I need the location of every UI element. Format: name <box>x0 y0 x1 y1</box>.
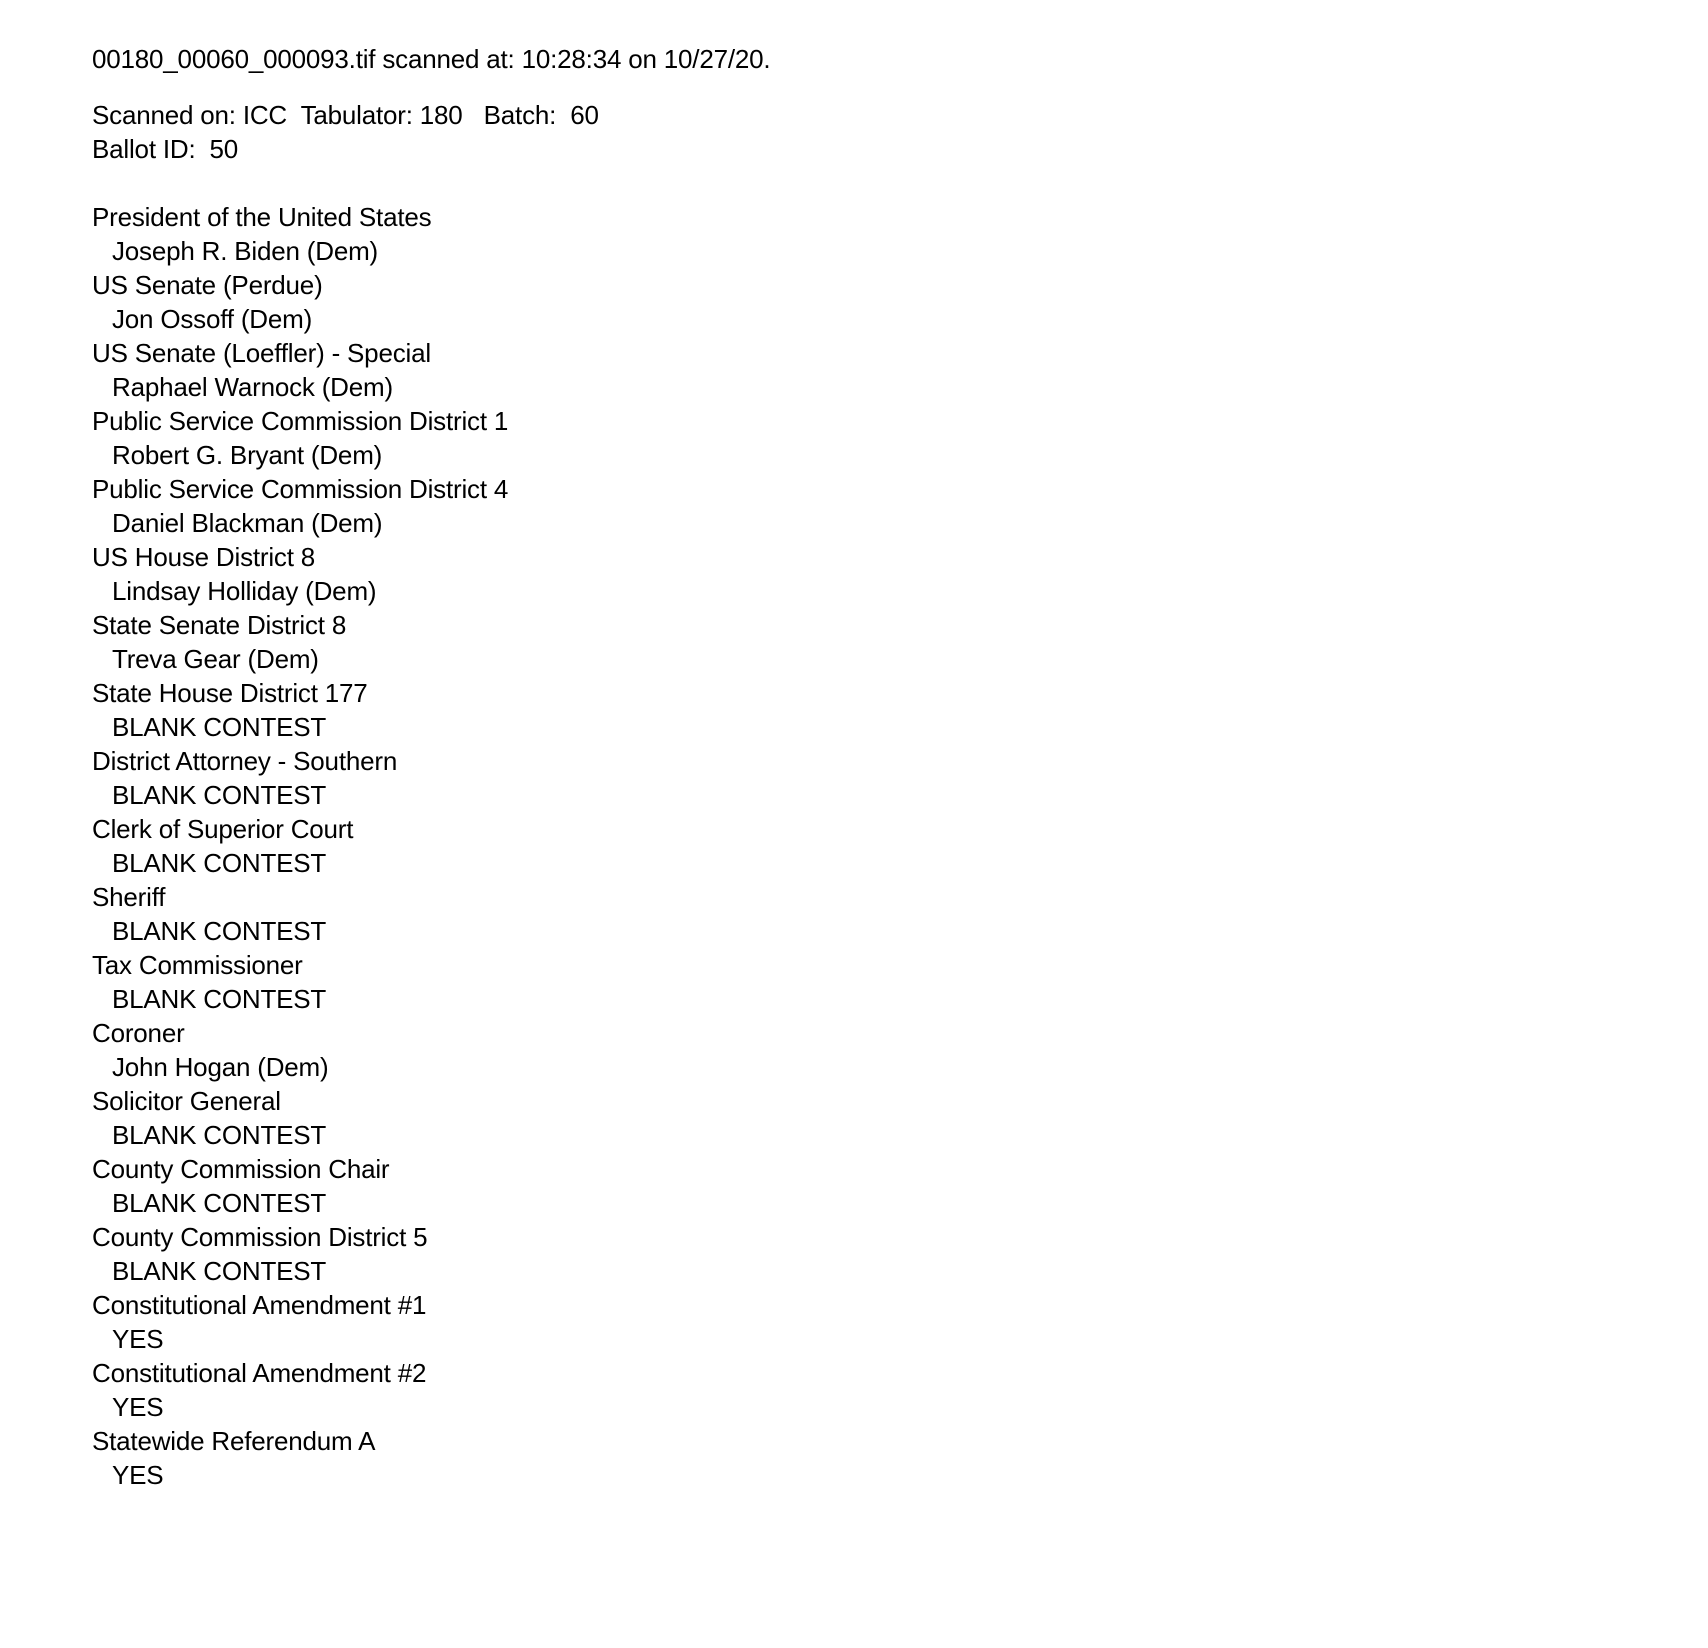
contest-selection: BLANK CONTEST <box>112 1188 327 1218</box>
contest-name: Constitutional Amendment #1 <box>92 1290 427 1320</box>
contest-selection: Raphael Warnock (Dem) <box>112 372 393 402</box>
contest-name: Public Service Commission District 1 <box>92 406 509 436</box>
contest-name: State House District 177 <box>92 678 368 708</box>
contest-row <box>92 948 1668 1016</box>
contest-selection: Treva Gear (Dem) <box>112 644 319 674</box>
contest-row <box>92 200 1668 268</box>
scan-info-line: Scanned on: ICC Tabulator: 180 Batch: 60 <box>92 100 599 130</box>
contest-row <box>92 404 1668 472</box>
contest-row <box>92 608 1668 676</box>
contest-row <box>92 1220 1668 1288</box>
contest-row <box>92 1152 1668 1220</box>
contest-selection: Daniel Blackman (Dem) <box>112 508 383 538</box>
contest-name: US Senate (Perdue) <box>92 270 323 300</box>
contest-name: Solicitor General <box>92 1086 281 1116</box>
contest-name: County Commission Chair <box>92 1154 390 1184</box>
contest-selection: BLANK CONTEST <box>112 916 327 946</box>
contest-selection: Joseph R. Biden (Dem) <box>112 236 379 266</box>
contest-list <box>92 200 1668 1492</box>
contest-row <box>92 1424 1668 1492</box>
contest-name: Coroner <box>92 1018 185 1048</box>
contest-selection: BLANK CONTEST <box>112 780 327 810</box>
contest-selection: BLANK CONTEST <box>112 1120 327 1150</box>
contest-row <box>92 744 1668 812</box>
contest-row <box>92 336 1668 404</box>
contest-name: Public Service Commission District 4 <box>92 474 509 504</box>
contest-name: State Senate District 8 <box>92 610 347 640</box>
contest-name: Clerk of Superior Court <box>92 814 354 844</box>
contest-name: District Attorney - Southern <box>92 746 398 776</box>
contest-selection: YES <box>112 1392 164 1422</box>
contest-selection: Jon Ossoff (Dem) <box>112 304 313 334</box>
contest-name: Statewide Referendum A <box>92 1426 376 1456</box>
contest-row <box>92 676 1668 744</box>
contest-selection: YES <box>112 1460 164 1490</box>
contest-row <box>92 540 1668 608</box>
scan-filename-line: 00180_00060_000093.tif scanned at: 10:28:34 on 10/27/20. <box>92 44 771 74</box>
contest-name: Constitutional Amendment #2 <box>92 1358 427 1388</box>
contest-row <box>92 812 1668 880</box>
contest-name: US Senate (Loeffler) - Special <box>92 338 431 368</box>
contest-selection: YES <box>112 1324 164 1354</box>
contest-name: Sheriff <box>92 882 166 912</box>
contest-selection: Robert G. Bryant (Dem) <box>112 440 383 470</box>
contest-row <box>92 880 1668 948</box>
contest-row <box>92 1016 1668 1084</box>
contest-row <box>92 268 1668 336</box>
contest-selection: BLANK CONTEST <box>112 848 327 878</box>
contest-selection: Lindsay Holliday (Dem) <box>112 576 377 606</box>
ballot-id-line: Ballot ID: 50 <box>92 134 239 164</box>
contest-row <box>92 1084 1668 1152</box>
contest-selection: BLANK CONTEST <box>112 984 327 1014</box>
contest-selection: BLANK CONTEST <box>112 1256 327 1286</box>
contest-name: President of the United States <box>92 202 432 232</box>
contest-name: US House District 8 <box>92 542 316 572</box>
contest-row <box>92 1356 1668 1424</box>
contest-name: County Commission District 5 <box>92 1222 428 1252</box>
contest-row <box>92 1288 1668 1356</box>
scan-meta-block <box>92 98 1668 166</box>
contest-selection: John Hogan (Dem) <box>112 1052 329 1082</box>
contest-row <box>92 472 1668 540</box>
contest-name: Tax Commissioner <box>92 950 303 980</box>
contest-selection: BLANK CONTEST <box>112 712 327 742</box>
